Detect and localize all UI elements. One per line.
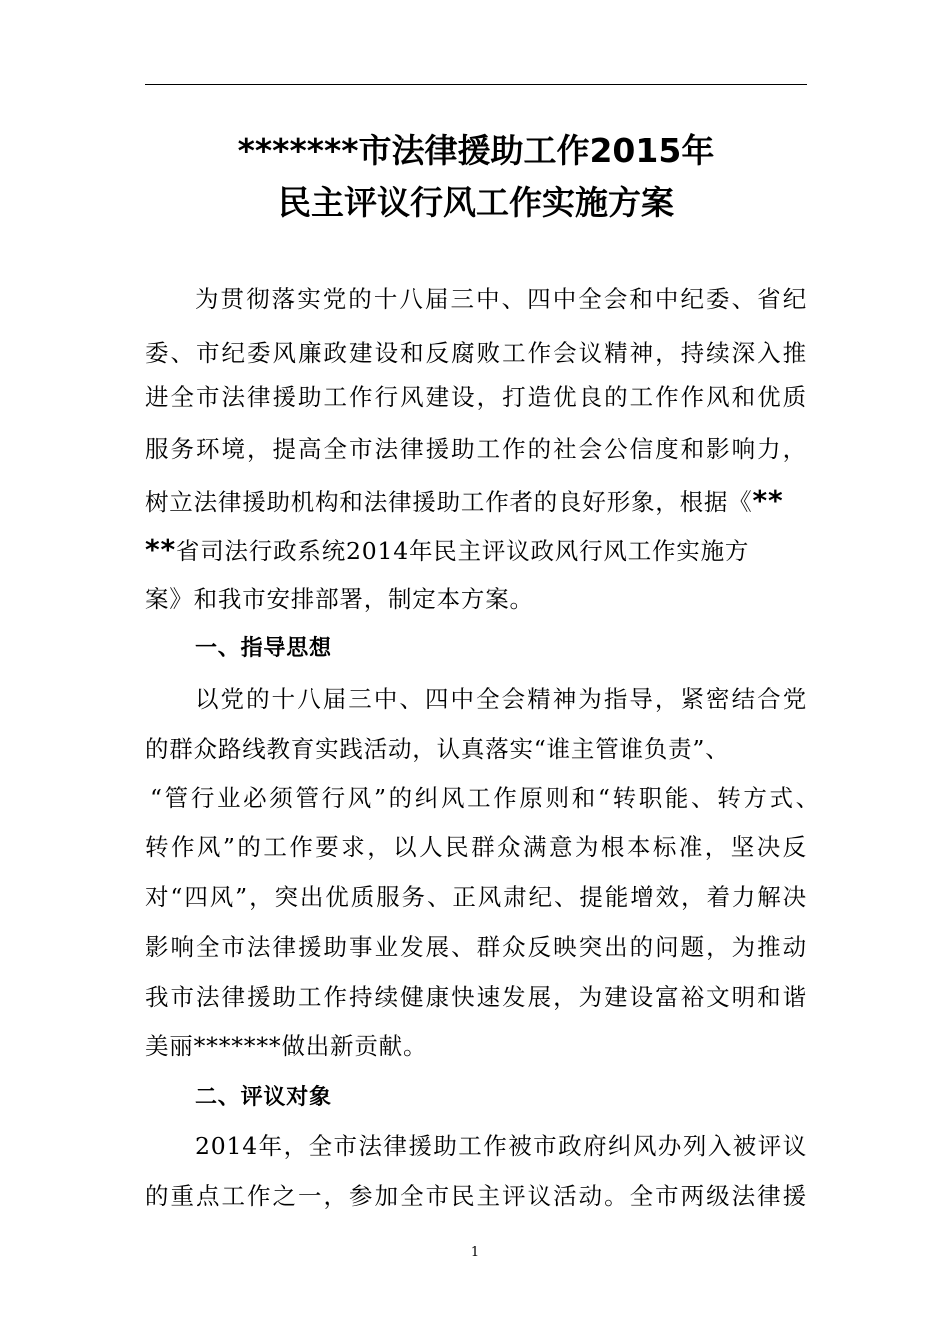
paragraph-line: 以党的十八届三中、四中全会精神为指导，紧密结合党 [195, 685, 807, 713]
intro-line: 服务环境，提高全市法律援助工作的社会公信度和影响力， [145, 435, 807, 463]
paragraph-line: 转作风”的工作要求，以人民群众满意为根本标准，坚决反 [145, 833, 807, 861]
paragraph-line: 的群众路线教育实践活动，认真落实“谁主管谁负责”、 [145, 735, 730, 763]
paragraph-line: 对“四风”，突出优质服务、正风肃纪、提能增效，着力解决 [145, 883, 807, 911]
intro-line: 为贯彻落实党的十八届三中、四中全会和中纪委、省纪 [195, 285, 807, 313]
header-rule [145, 84, 807, 85]
paragraph-line: 的重点工作之一，参加全市民主评议活动。全市两级法律援 [145, 1182, 807, 1210]
paragraph-line: “管行业必须管行风”的纠风工作原则和“转职能、转方式、 [150, 784, 820, 812]
section-heading: 一、指导思想 [195, 636, 332, 661]
document-title-line-1: *******市法律援助工作2015年 [237, 131, 715, 170]
paragraph-line: 2014年，全市法律援助工作被市政府纠风办列入被评议 [195, 1132, 807, 1160]
intro-line: 树立法律援助机构和法律援助工作者的良好形象，根据《** [145, 484, 784, 517]
paragraph-line: 影响全市法律援助事业发展、群众反映突出的问题，为推动 [145, 933, 807, 961]
intro-line: **省司法行政系统2014年民主评议政风行风工作实施方 [145, 533, 750, 566]
document-title-line-2: 民主评议行风工作实施方案 [278, 183, 674, 222]
paragraph-line: 美丽*******做出新贡献。 [145, 1032, 428, 1060]
intro-line: 进全市法律援助工作行风建设，打造优良的工作作风和优质 [145, 383, 807, 411]
paragraph-line: 我市法律援助工作持续健康快速发展，为建设富裕文明和谐 [145, 983, 807, 1011]
section-heading: 二、评议对象 [195, 1085, 332, 1110]
intro-line: 委、市纪委风廉政建设和反腐败工作会议精神，持续深入推 [145, 339, 807, 367]
intro-line: 案》和我市安排部署，制定本方案。 [145, 585, 534, 613]
page-number: 1 [470, 1245, 480, 1260]
